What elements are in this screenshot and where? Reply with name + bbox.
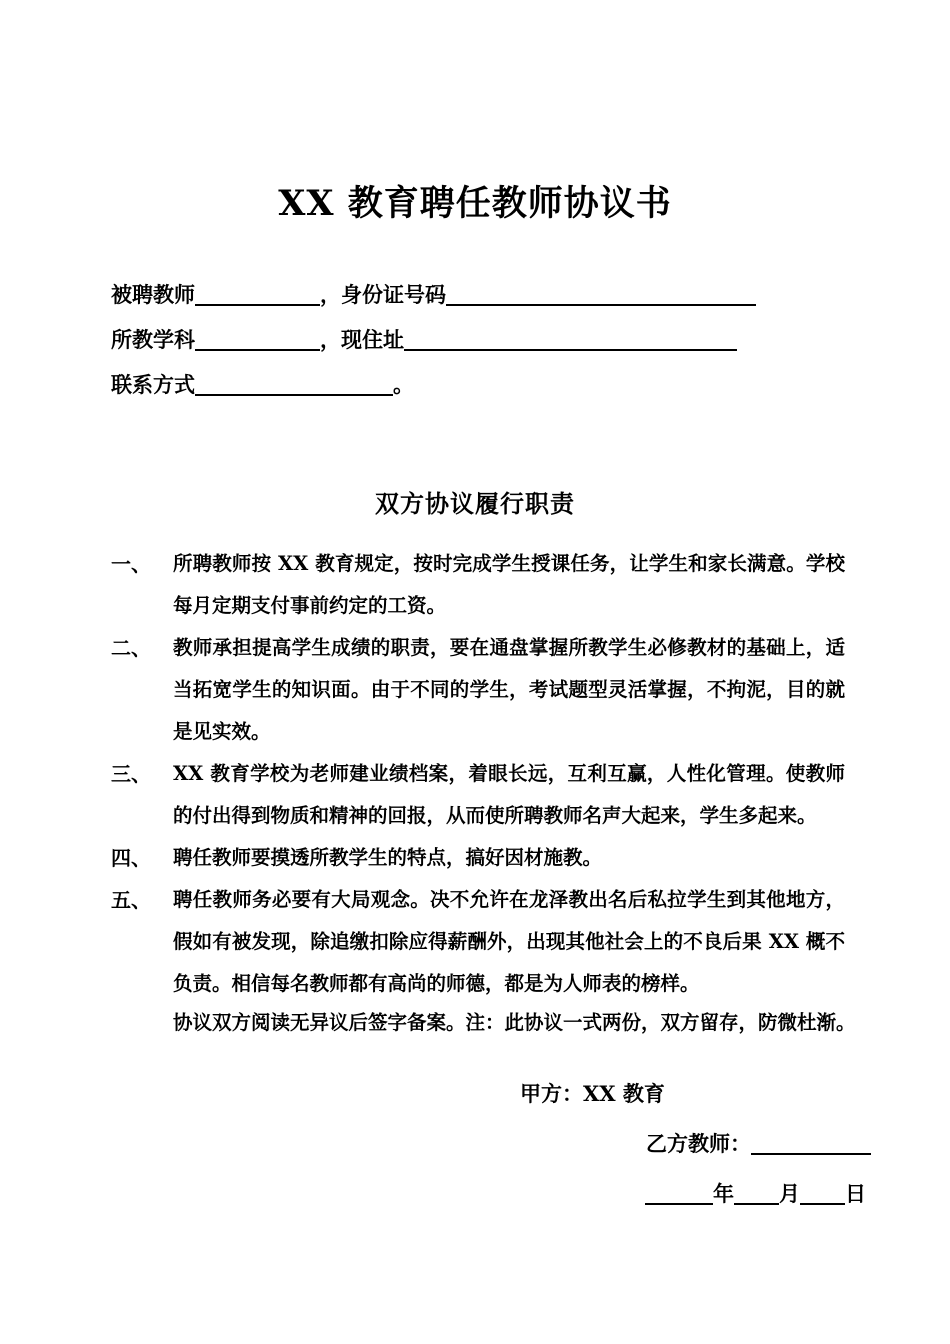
label-appointed-teacher: 被聘教师 [111,282,195,307]
period-end: 。 [393,372,414,397]
clause-item [111,627,845,753]
clause-number: 四、 [111,846,151,870]
label-year: 年 [713,1181,734,1206]
clause-number: 五、 [111,888,151,912]
clause-number: 三、 [111,762,151,786]
input-date-day[interactable] [800,1183,845,1205]
clause-number: 一、 [111,552,151,576]
input-date-year[interactable] [645,1183,713,1205]
input-current-address[interactable] [404,329,737,351]
clause-item [111,837,845,879]
clause-item [111,753,845,837]
clause-text: XX 教育学校为老师建业绩档案，着眼长远，互利互赢，人性化管理。使教师的付出得到物质和精神的回报，从而使所聘教师名声大起来，学生多起来。 [173,762,845,827]
input-date-month[interactable] [734,1183,779,1205]
clause-item [111,543,845,627]
signature-date-line [645,1177,866,1211]
signature-party-a: 甲方：XX 教育 [520,1081,665,1106]
closing-paragraph: 协议双方阅读无异议后签字备案。注：此协议一式两份，双方留存，防微杜渐。 [173,1011,856,1034]
label-contact-method: 联系方式 [111,372,195,397]
clause-text: 聘任教师要摸透所教学生的特点，搞好因材施教。 [173,846,603,869]
signature-party-b [646,1127,871,1161]
clause-number: 二、 [111,636,151,660]
label-subject-taught: 所教学科 [111,327,195,352]
label-party-b-teacher: 乙方教师： [646,1131,751,1156]
input-appointed-teacher[interactable] [195,284,320,306]
section-title-duties: 双方协议履行职责 [375,488,575,518]
separator-comma-2: ， [320,327,341,352]
label-id-number: 身份证号码 [341,282,446,307]
separator-comma-1: ， [320,282,341,307]
input-contact-method[interactable] [195,374,393,396]
input-subject-taught[interactable] [195,329,320,351]
clause-text: 聘任教师务必要有大局观念。决不允许在龙泽教出名后私拉学生到其他地方，假如有被发现，除追缴扣除应得薪酬外，出现其他社会上的不良后果 XX 概不负责。相信每名教师都有高尚的师德，都是为人师表的榜样。 [173,888,845,995]
clause-text: 所聘教师按 XX 教育规定，按时完成学生授课任务，让学生和家长满意。学校每月定期支付事前约定的工资。 [173,552,845,617]
form-row-subject-address [111,317,811,362]
clause-item [111,879,845,1005]
form-row-teacher-id [111,272,811,317]
form-row-contact [111,362,811,407]
label-day: 日 [845,1181,866,1206]
page-title: XX 教育聘任教师协议书 [278,183,672,225]
clause-text: 教师承担提高学生成绩的职责，要在通盘掌握所教学生必修教材的基础上，适当拓宽学生的知识面。由于不同的学生，考试题型灵活掌握，不拘泥，目的就是见实效。 [173,636,845,743]
input-party-b-signature[interactable] [751,1133,871,1155]
label-month: 月 [779,1181,800,1206]
clause-list [111,543,845,1005]
input-id-number[interactable] [446,284,756,306]
label-current-address: 现住址 [341,327,404,352]
form-fields-block [111,272,811,407]
